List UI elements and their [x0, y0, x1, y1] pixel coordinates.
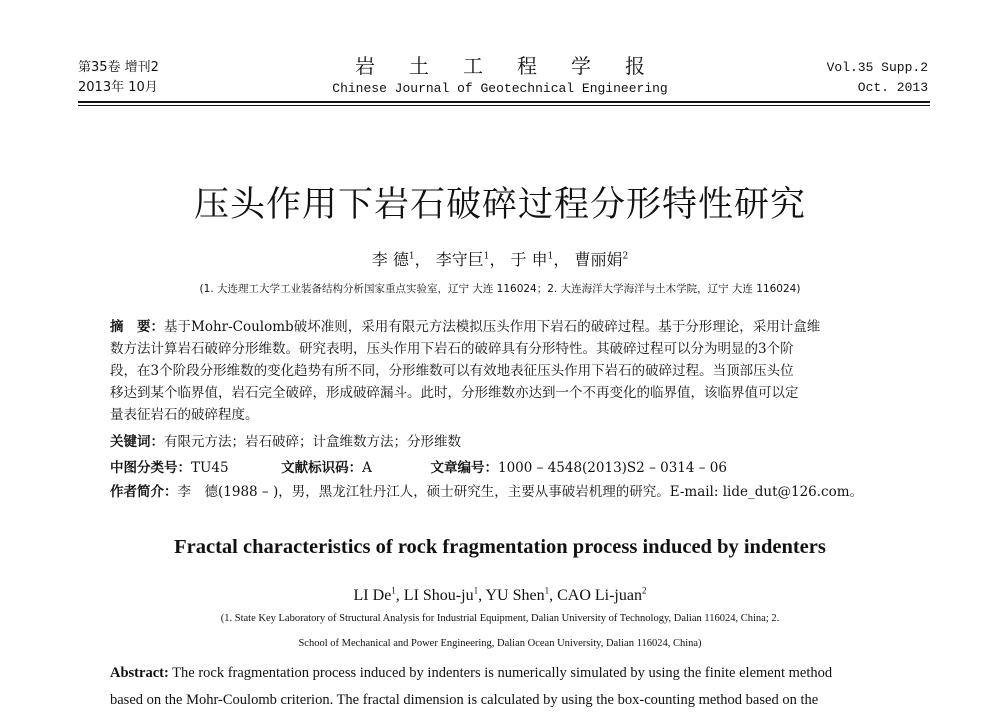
abstract-cn-label: 摘 要： [110, 319, 164, 335]
author-cn: 李守巨 [435, 250, 484, 269]
author-en: LI Shou-ju [403, 587, 474, 604]
author-affil-mark: 1 [408, 251, 415, 262]
journal-title-cn: 岩土工程学报 [355, 54, 679, 78]
abstract-cn-line: 摘 要：基于Mohr-Coulomb破坏准则，采用有限元方法模拟压头作用下岩石的破碎过程。基于分形理论，采用计盒维 [110, 319, 821, 335]
paper-title-en: Fractal characteristics of rock fragmentation process induced by indenters [174, 536, 826, 558]
authors-en: LI De$^1$, LI Shou-$ju^1$, YU Shen$^1$, CAO Li-juan$^2$ [353, 585, 647, 604]
author-affil-mark: 1 [544, 585, 550, 596]
doc-code-value: A [362, 460, 372, 476]
date-en: Oct. 2013 [857, 80, 928, 95]
author-affil-mark: 2 [641, 585, 647, 596]
abstract-en [110, 660, 892, 714]
article-number-value: 1000 – 4548(2013)S2 – 0314 – 06 [498, 460, 727, 476]
header-rule-thick [78, 101, 930, 103]
abstract-cn-line: 段，在3个阶段分形维数的变化趋势有所不同，分形维数可以有效地表征压头作用下岩石的破碎过程。当顶部压头位 [110, 363, 794, 379]
author-affil-mark: 1 [483, 251, 490, 262]
header-rule-thin [78, 105, 930, 106]
clc-value: TU45 [191, 460, 229, 476]
date-cn: 2013年 10月 [78, 80, 158, 95]
volume-issue-en: Vol.35 Supp.2 [826, 60, 928, 75]
author-affil-mark: 2 [622, 251, 629, 262]
abstract-cn-line: 数方法计算岩石破碎分形维数。研究表明，压头作用下岩石的破碎具有分形特性。其破碎过程可以分为明显的3个阶 [110, 341, 794, 357]
abstract-en-label: Abstract: [110, 665, 169, 681]
volume-issue-cn: 第35卷 增刊2 [78, 60, 159, 75]
abstract-en-line: based on the Mohr-Coulomb criterion. The fractal dimension is calculated by using the box-counting method based on the [110, 692, 819, 708]
clc-label: 中图分类号： [110, 460, 191, 476]
author-cn: 曹丽娟 [574, 250, 623, 269]
author-en: CAO Li-juan [557, 587, 642, 604]
author-affil-mark: 1 [391, 585, 396, 596]
keywords-cn-text: 有限元方法；岩石破碎；计盒维数方法；分形维数 [164, 434, 461, 450]
authors-cn: 李 德$^1$， 李守巨$^1$， 于 申$^1$， 曹丽娟$^2$ [371, 250, 629, 269]
keywords-cn-label: 关键词： [110, 434, 164, 450]
author-affil-mark: 1 [547, 251, 554, 262]
author-en: LI De [353, 587, 392, 604]
journal-title-en: Chinese Journal of Geotechnical Engineering [332, 81, 668, 96]
author-affil-mark: 1 [473, 585, 479, 596]
paper-title-cn: 压头作用下岩石破碎过程分形特性研究 [193, 185, 806, 225]
article-number-label: 文章编号： [430, 460, 498, 476]
author-bio-label: 作者简介： [110, 484, 178, 500]
affiliation-en-line1: (1. State Key Laboratory of Structural Analysis for Industrial Equipment, Dalian University of Technology, Dalian 116024, China; 2. [220, 613, 780, 624]
abstract-en-line: Abstract: The rock fragmentation process induced by indenters is numerically simulated by using the finite element method [110, 665, 833, 681]
author-bio-text: 李 德(1988 – )，男，黑龙江牡丹江人，硕士研究生，主要从事破岩机理的研究。E-mail: lide_dut@126.com。 [177, 484, 864, 500]
abstract-cn-line: 量表征岩石的破碎程度。 [110, 407, 259, 423]
abstract-cn [110, 316, 892, 426]
abstract-cn-line: 移达到某个临界值，岩石完全破碎，形成破碎漏斗。此时，分形维数亦达到一个不再变化的临界值，该临界值可以定 [110, 385, 799, 401]
classification-line [110, 457, 892, 479]
affiliation-en-line2: School of Mechanical and Power Engineering, Dalian Ocean University, Dalian 116024, China) [298, 638, 702, 649]
affiliation-cn: (1. 大连理工大学工业装备结构分析国家重点实验室，辽宁 大连 116024；2. 大连海洋大学海洋与土木学院，辽宁 大连 116024) [199, 283, 801, 295]
author-cn: 李 德 [371, 250, 409, 269]
author-bio [110, 481, 892, 503]
doc-code-label: 文献标识码： [281, 460, 363, 476]
author-en: YU Shen [485, 587, 545, 604]
keywords-cn [110, 431, 892, 453]
author-cn: 于 申 [510, 250, 548, 269]
